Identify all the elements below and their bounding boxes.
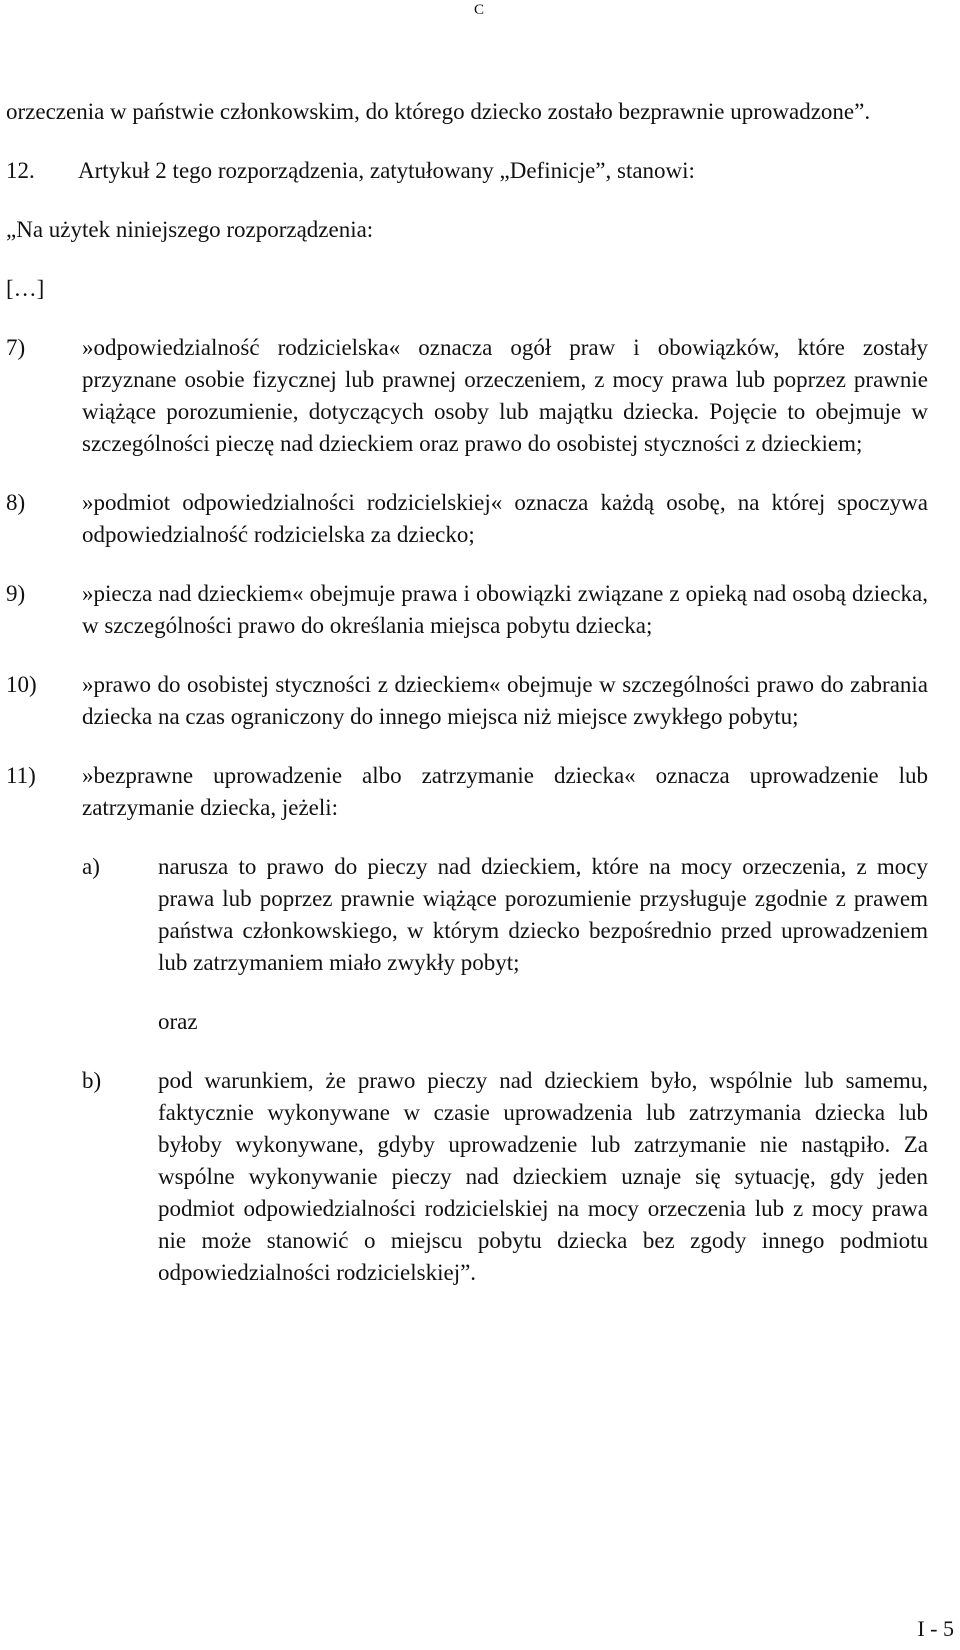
sub-item-text: narusza to prawo do pieczy nad dzieckiem, które na mocy orzeczenia, z mocy prawa lub poprzez prawnie wiążące porozumienie przysługuje zgodnie z prawem państwa członkowskiego, w którym dziecko bezpośrednio przed uprowadzeniem lub zatrzymaniem miało zwykły pobyt; (158, 854, 928, 975)
sub-item-a (82, 851, 928, 979)
sub-item-label: b) (82, 1068, 102, 1093)
definition-text: »piecza nad dzieckiem« obejmuje prawa i obowiązki związane z opieką nad osobą dziecka, w szczególności prawo do określania miejsca pobytu dziecka; (82, 581, 928, 638)
definition-text: »podmiot odpowiedzialności rodzicielskiej« oznacza każdą osobę, na której spoczywa odpowiedzialność rodzicielska za dziecko; (82, 490, 928, 547)
definition-number: 8) (6, 490, 26, 515)
definition-text: »bezprawne uprowadzenie albo zatrzymanie dziecka« oznacza uprowadzenie lub zatrzymanie dziecka, jeżeli: (82, 763, 928, 820)
definition-number: 10) (6, 672, 37, 697)
definition-number: 11) (6, 763, 36, 788)
sub-item-b (82, 1065, 928, 1289)
definition-8 (6, 487, 928, 551)
intro-paragraph: orzeczenia w państwie członkowskim, do którego dziecko zostało bezprawnie uprowadzone”. (6, 99, 871, 124)
ellipsis: […] (6, 276, 45, 301)
page-number: I - 5 (917, 1616, 954, 1641)
definition-number: 9) (6, 581, 26, 606)
definition-9 (6, 578, 928, 642)
definition-text: »prawo do osobistej styczności z dzieckiem« obejmuje w szczególności prawo do zabrania dziecka na czas ograniczony do innego miejsca niż miejsce zwykłego pobytu; (82, 672, 928, 729)
conjunction: oraz (158, 1009, 198, 1034)
page-header-mark: C (474, 2, 485, 18)
definition-7 (6, 332, 928, 460)
sub-list (82, 851, 928, 1289)
sub-item-label: a) (82, 854, 100, 879)
point-12-text: Artykuł 2 tego rozporządzenia, zatytułowany „Definicje”, stanowi: (78, 158, 695, 183)
quote-intro: „Na użytek niniejszego rozporządzenia: (6, 217, 374, 242)
definition-11 (6, 760, 928, 824)
point-12 (6, 155, 928, 187)
definition-text: »odpowiedzialność rodzicielska« oznacza ogół praw i obowiązków, które zostały przyznane osobie fizycznej lub prawnej orzeczeniem, z mocy prawa lub poprzez prawnie wiążące porozumienie, dotyczących osoby lub majątku dziecka. Pojęcie to obejmuje w szczególności pieczę nad dzieckiem oraz prawo do osobistej styczności z dzieckiem; (82, 335, 928, 456)
sub-item-text: pod warunkiem, że prawo pieczy nad dzieckiem było, wspólnie lub samemu, faktycznie wykonywane w czasie uprowadzenia lub zatrzymania dziecka lub byłoby wykonywane, gdyby uprowadzenie lub zatrzymanie nie nastąpiło. Za wspólne wykonywanie pieczy nad dzieckiem uznaje się sytuację, gdy jeden podmiot odpowiedzialności rodzicielskiej na mocy orzeczenia lub z mocy prawa nie może stanowić o miejscu pobytu dziecka bez zgody innego podmiotu odpowiedzialności rodzicielskiej”. (158, 1068, 928, 1285)
definition-10 (6, 669, 928, 733)
point-12-number: 12. (6, 158, 35, 183)
definition-number: 7) (6, 335, 26, 360)
document-body (6, 96, 928, 1316)
